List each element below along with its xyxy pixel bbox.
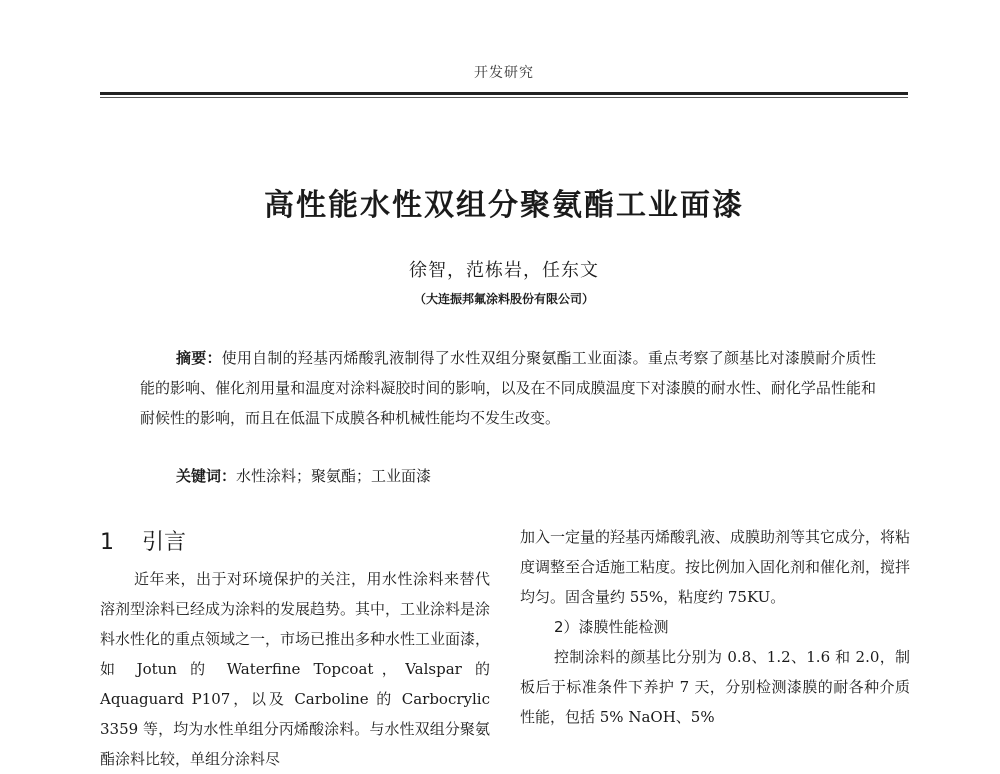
paper-title: 高性能水性双组分聚氨酯工业面漆 <box>264 188 744 223</box>
keywords <box>176 465 431 486</box>
left-column <box>100 564 490 774</box>
keywords-label: 关键词： <box>176 467 237 485</box>
section-number: 1 <box>100 530 114 555</box>
preparation-paragraph: 加入一定量的羟基丙烯酸乳液、成膜助剂等其它成分，将粘度调整至合适施工粘度。按比例加入固化剂和催化剂，搅拌均匀。固含量约 55%，粘度约 75KU。 <box>520 528 911 606</box>
affiliation: （大连振邦氟涂料股份有限公司） <box>413 292 594 306</box>
subsection-heading: 2）漆膜性能检测 <box>554 618 669 636</box>
abstract-text: 使用自制的羟基丙烯酸乳液制得了水性双组分聚氨酯工业面漆。重点考察了颜基比对漆膜耐介质性能的影响、催化剂用量和温度对涂料凝胶时间的影响，以及在不同成膜温度下对漆膜的耐水性、耐化学品性能和耐候性的影响，而且在低温下成膜各种机械性能均不发生改变。 <box>140 349 876 427</box>
header-rule-thin <box>100 97 908 98</box>
header-rule-thick <box>100 92 908 95</box>
testing-paragraph: 控制涂料的颜基比分别为 0.8、1.2、1.6 和 2.0，制板后于标准条件下养护 7 天，分别检测漆膜的耐各种介质性能，包括 5% NaOH、5% <box>520 648 910 726</box>
intro-paragraph: 近年来，出于对环境保护的关注，用水性涂料来替代溶剂型涂料已经成为涂料的发展趋势。其中，工业涂料是涂料水性化的重点领域之一，市场已推出多种水性工业面漆，如 Jotun 的 Waterfine Topcoat，Valspar 的 Aquaguard P107，以及 Carboline 的 Carbocrylic 3359 等，均为水性单组分丙烯酸涂料。与水性双组分聚氨酯涂料比较，单组分涂料尽 <box>100 570 491 768</box>
author-list: 徐智，范栋岩，任东文 <box>409 260 599 281</box>
abstract <box>140 343 876 433</box>
section-heading <box>100 525 186 556</box>
section-title: 引言 <box>142 530 187 555</box>
abstract-label: 摘要： <box>176 349 222 367</box>
running-header: 开发研究 <box>474 65 534 81</box>
keywords-text: 水性涂料；聚氨酯；工业面漆 <box>236 467 432 485</box>
right-column <box>520 522 910 732</box>
